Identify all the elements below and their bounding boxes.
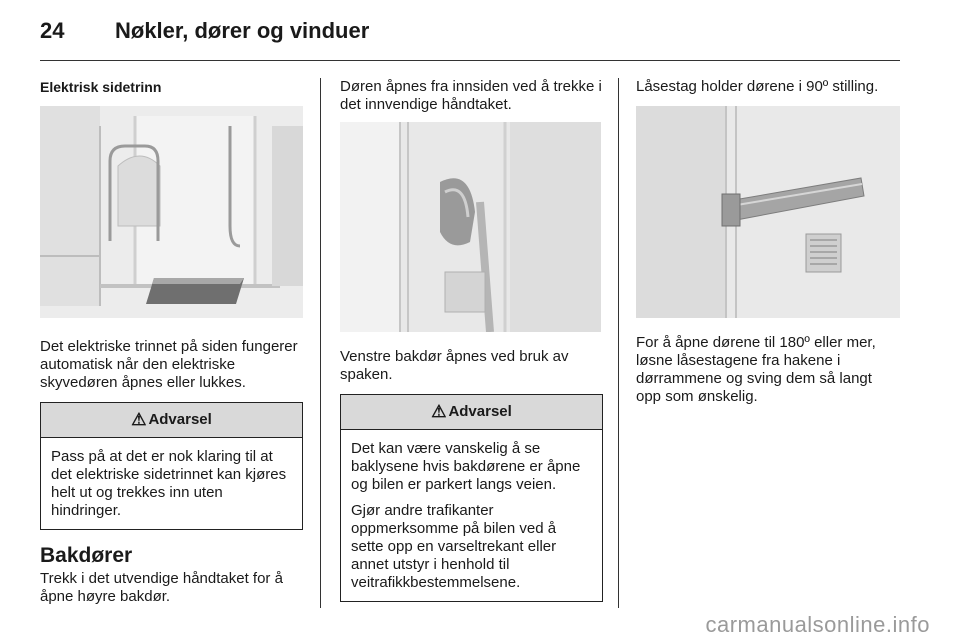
body-electric-step: Det elektriske trinnet på siden fungerer automatisk når den elektriske skyvedøren åpnes eller lukkes. [40, 338, 298, 391]
illustration-inner-handle [340, 122, 601, 332]
warning-text: Pass på at det er nok klaring til at det elektriske sidetrinnet kan kjøres helt ut og trekkes inn uten hindringer. [51, 448, 287, 519]
warning-triangle-icon: ⚠ [431, 402, 447, 421]
warning-triangle-icon: ⚠ [131, 410, 147, 429]
body-door-stay: Låsestag holder dørene i 90º stilling. [636, 78, 879, 95]
column-divider [618, 78, 619, 608]
warning-header [41, 403, 302, 438]
warning-paragraph: Gjør andre trafikanter oppmerksomme på bilen ved å sette opp en varseltrekant eller annet utstyr i henhold til veitrafikkbestemmelsene. [351, 502, 557, 591]
header-rule [40, 60, 900, 61]
body-left-door-lever: Venstre bakdør åpnes ved bruk av spaken. [340, 348, 569, 383]
body-door-180: For å åpne dørene til 180º eller mer, løsne låsestagene fra hakene i dørrammene og sving dem så langt opp som ønskelig. [636, 334, 876, 405]
warning-text [341, 430, 602, 601]
warning-paragraph: Det kan være vanskelig å se baklysene hvis bakdørene er åpne og bilen er parkert langs veien. [351, 440, 581, 493]
column-divider [320, 78, 321, 608]
column-middle [340, 78, 603, 602]
warning-title: Advarsel [148, 411, 212, 428]
column-right [636, 78, 899, 406]
illustration-door-stay [636, 106, 900, 318]
subheading-electric-step: Elektrisk sidetrinn [40, 79, 162, 95]
warning-header [341, 395, 602, 430]
watermark: carmanualsonline.info [705, 612, 930, 637]
body-inner-handle: Døren åpnes fra innsiden ved å trekke i det innvendige håndtaket. [340, 78, 602, 113]
page-number: 24 [40, 18, 65, 43]
illustration-side-step [40, 106, 303, 318]
column-left [40, 78, 303, 606]
warning-box [340, 394, 603, 602]
body-rear-doors: Trekk i det utvendige håndtaket for å åpne høyre bakdør. [40, 570, 283, 605]
warning-box [40, 402, 303, 530]
page-title: Nøkler, dører og vinduer [115, 18, 370, 43]
section-heading-rear-doors: Bakdører [40, 544, 133, 567]
warning-title: Advarsel [448, 403, 512, 420]
